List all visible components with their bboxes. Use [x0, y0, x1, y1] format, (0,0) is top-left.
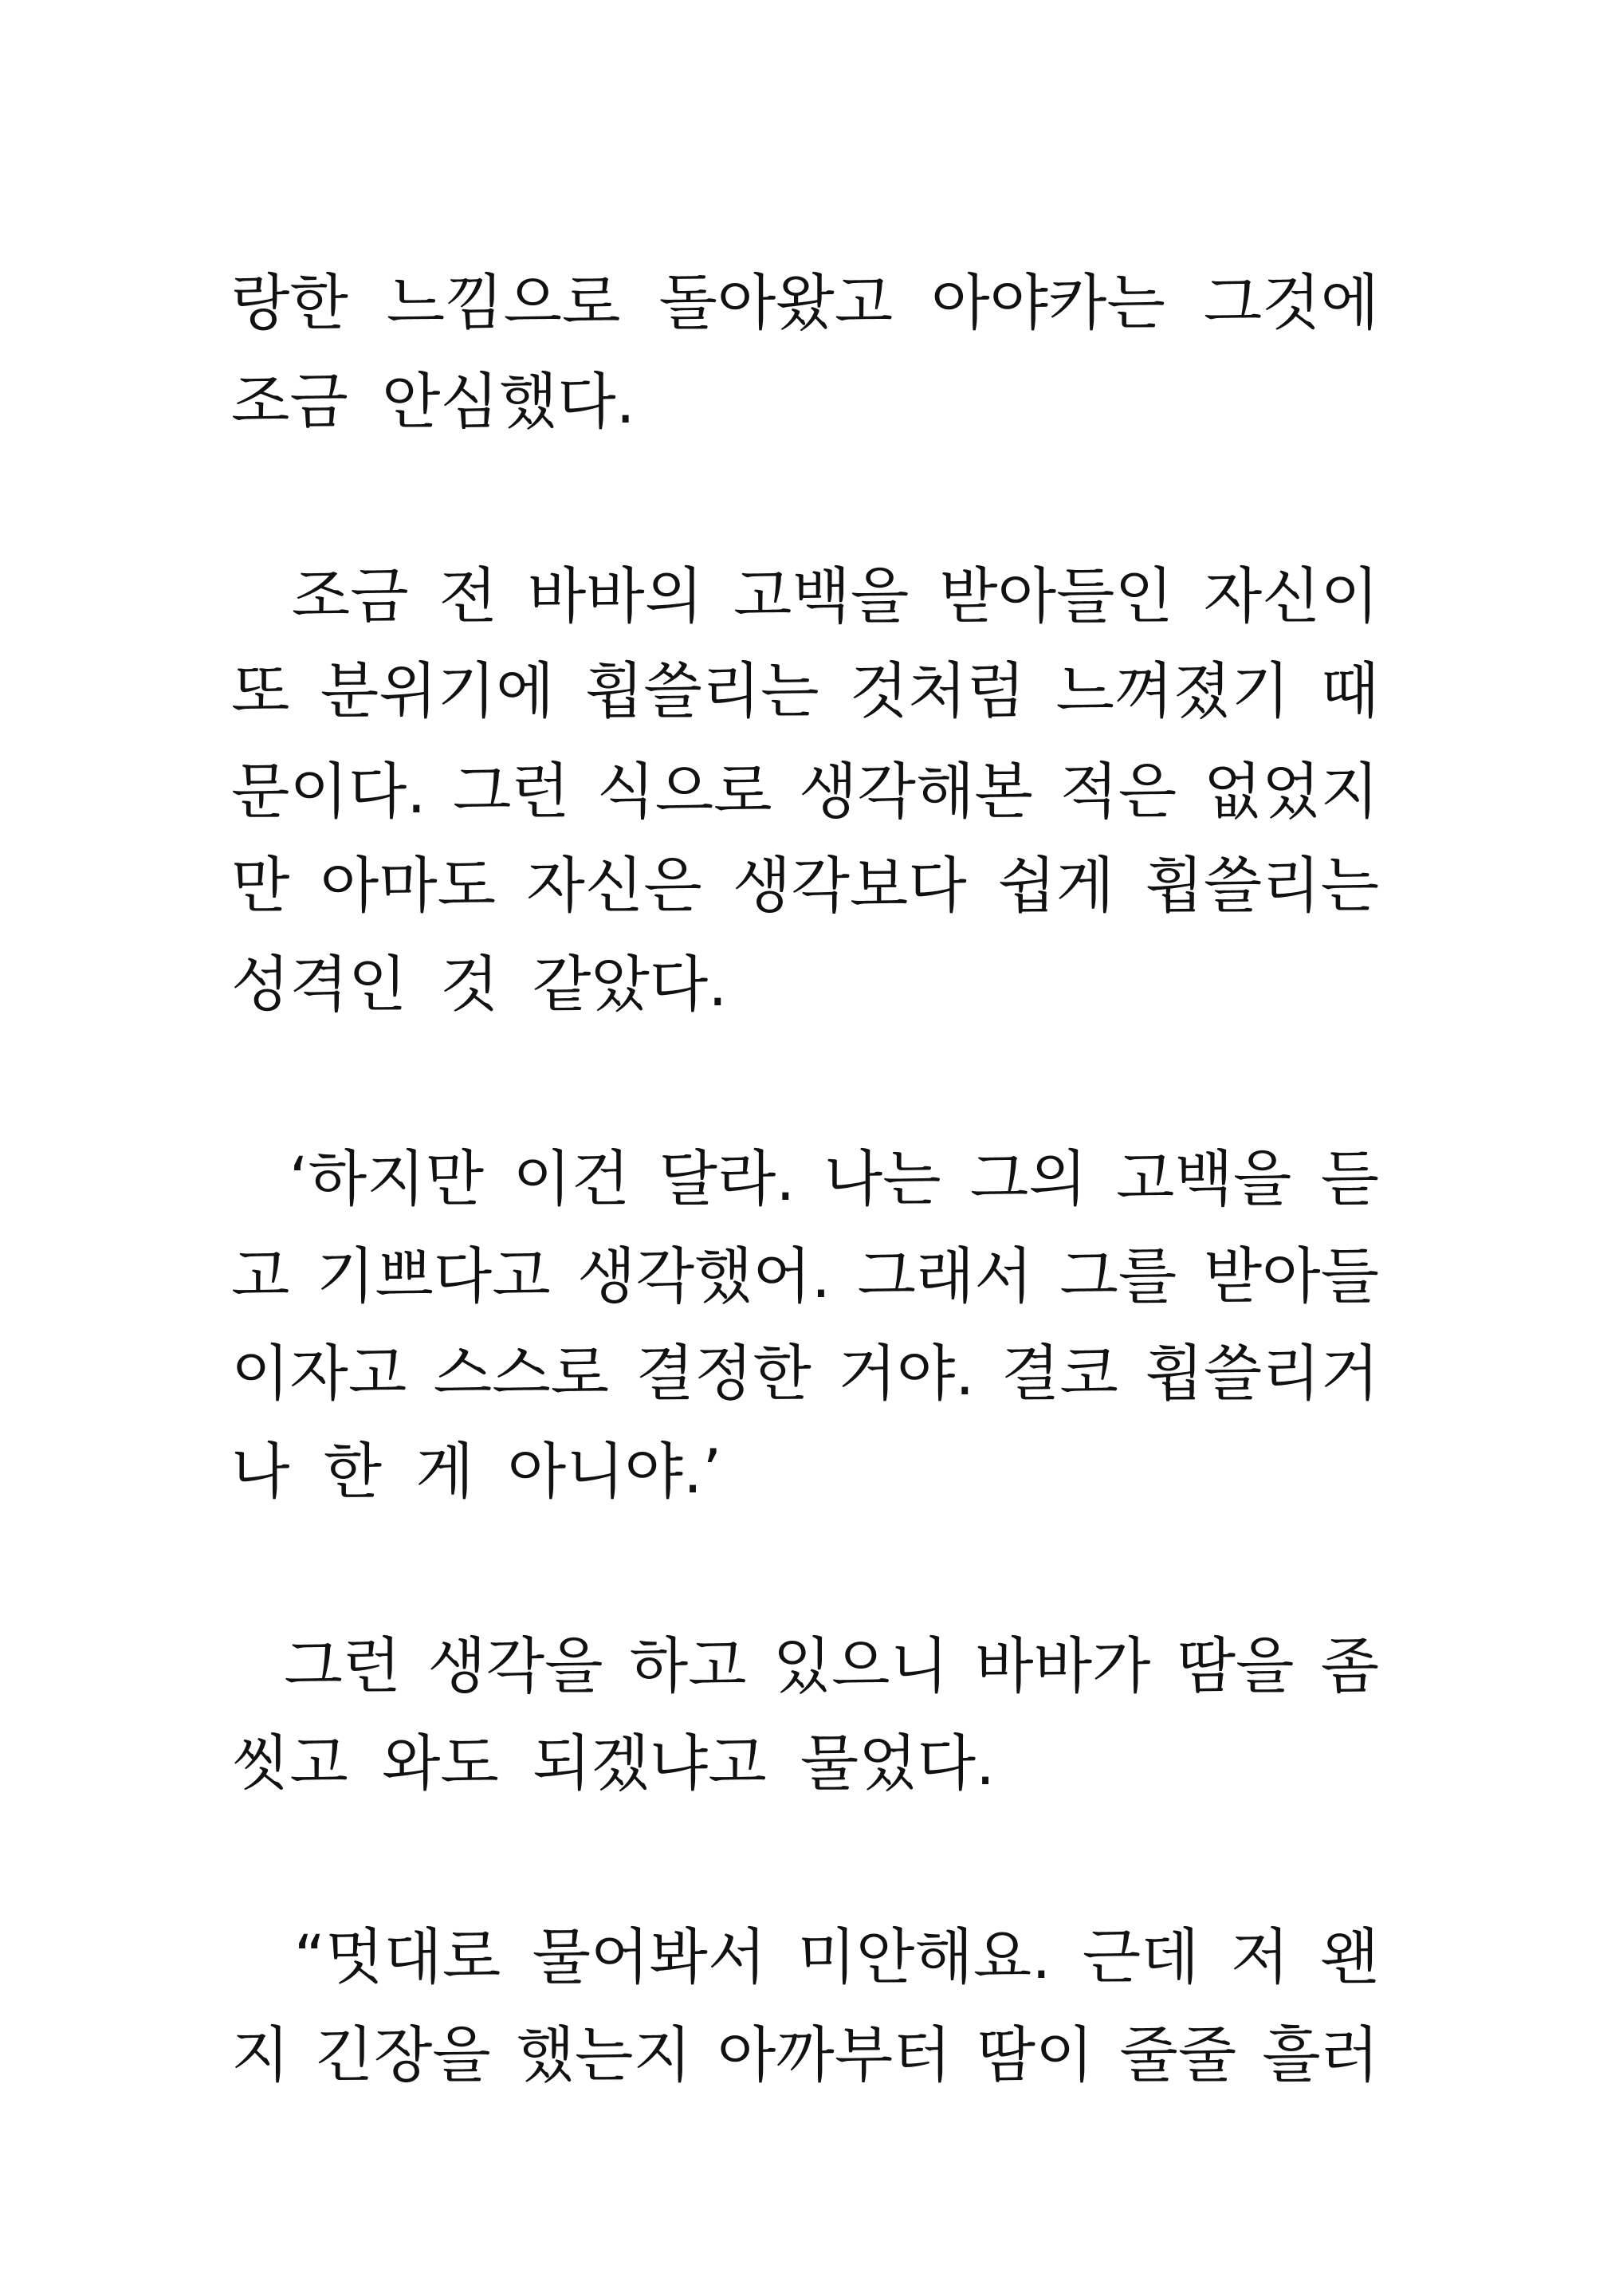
text-line: 또 분위기에 휩쓸리는 것처럼 느껴졌기 때	[231, 655, 1379, 726]
text-line: 조금 전 바바의 고백을 받아들인 자신이	[231, 560, 1379, 631]
text-line: 고 기쁘다고 생각했어. 그래서 그를 받아들	[231, 1240, 1379, 1311]
text-line: 조금 안심했다.	[231, 366, 635, 437]
text-line: 랑한 느낌으로 돌아왔고 아야카는 그것에	[231, 267, 1379, 338]
text-line: 그런 생각을 하고 있으니 바바가 땀을 좀	[231, 1630, 1379, 1701]
text-line: 지 긴장을 했는지 아까부터 땀이 줄줄 흘러	[231, 2019, 1379, 2090]
text-line: 만 아마도 자신은 생각보다 쉽게 휩쓸리는	[231, 850, 1379, 921]
text-line: “멋대로 물어봐서 미안해요. 근데 저 왠	[231, 1921, 1379, 1992]
text-line: 이자고 스스로 결정한 거야. 결코 휩쓸리거	[231, 1338, 1379, 1409]
text-line: 문이다. 그런 식으로 생각해본 적은 없었지	[231, 756, 1379, 827]
text-line: ‘하지만 이건 달라. 나는 그의 고백을 듣	[231, 1143, 1379, 1214]
text-line: 씻고 와도 되겠냐고 물었다.	[231, 1728, 996, 1799]
text-line: 성격인 것 같았다.	[231, 949, 728, 1020]
text-line: 나 한 게 아니야.’	[231, 1436, 722, 1507]
